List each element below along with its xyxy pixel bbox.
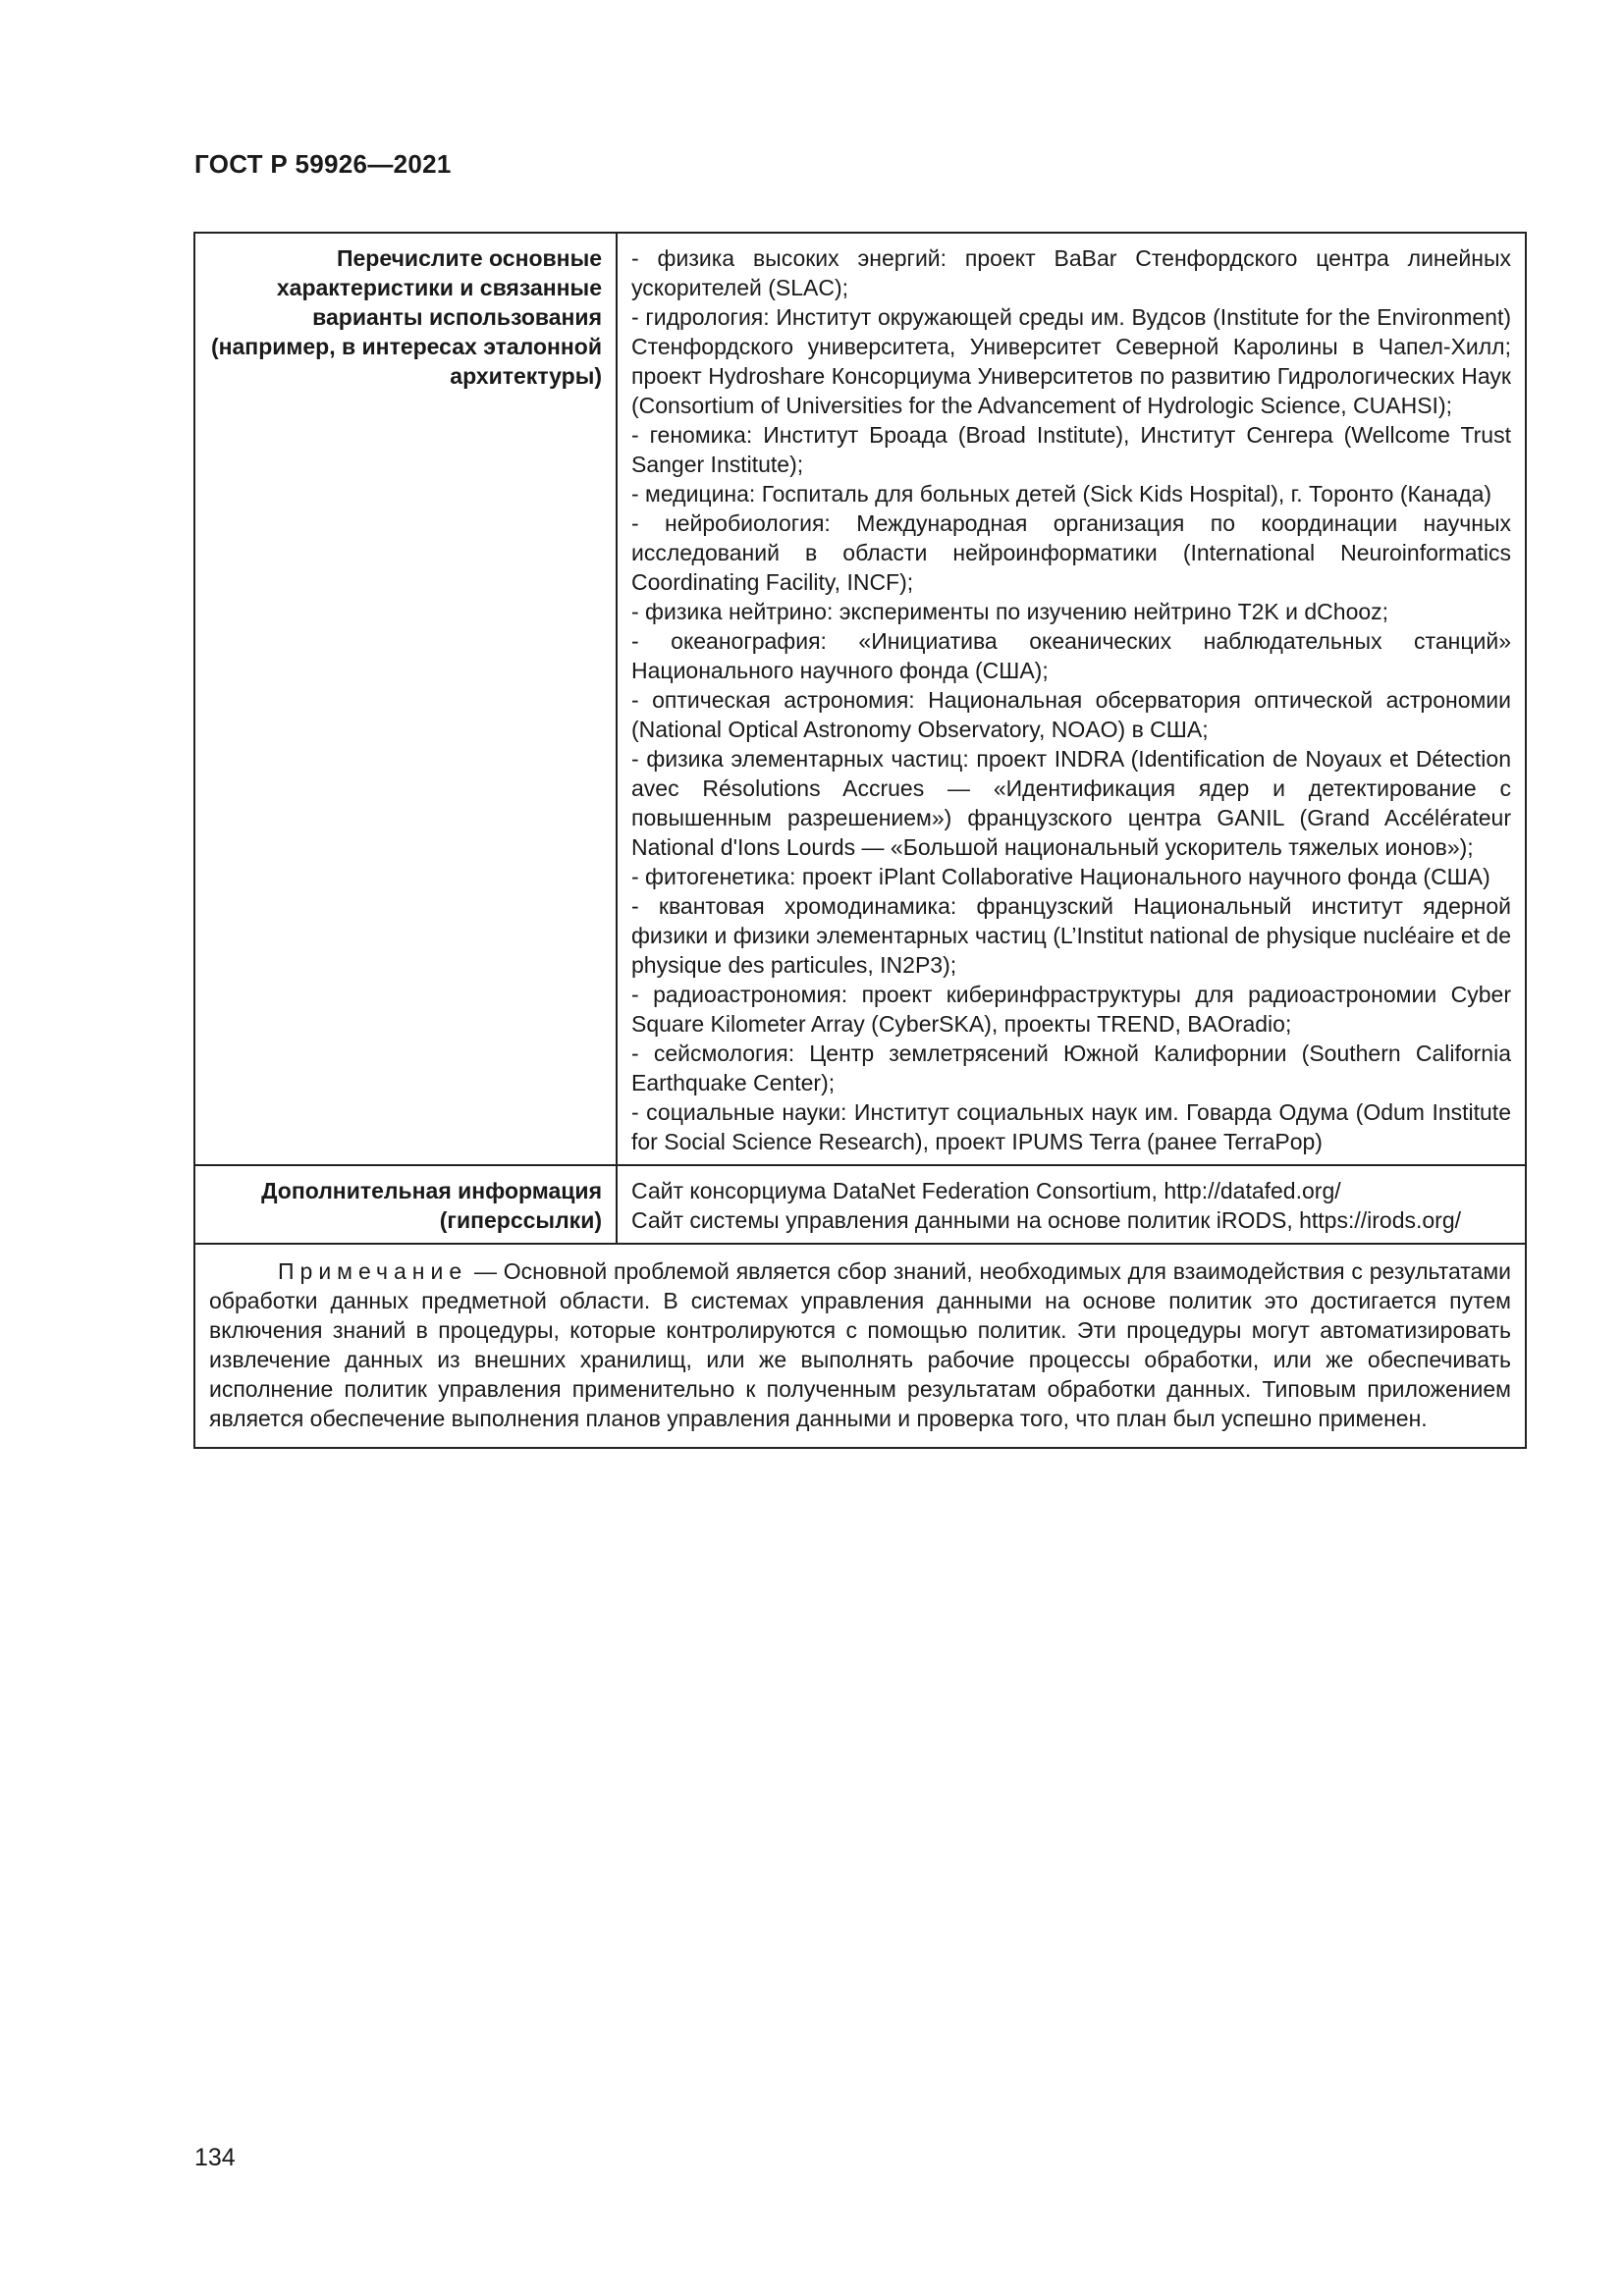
note-cell xyxy=(194,1244,1526,1448)
standard-header: ГОСТ Р 59926—2021 xyxy=(194,149,452,179)
list-item: - гидрология: Институт окружающей среды им. Вудсов (Institute for the Environment) Стенфордского университета, Университет Северной Каролины в Чапел-Хилл; проект Hydroshare Консорциума Университетов по развитию Гидрологических Наук (Consortium of Universities for the Advancement of Hydrologic Science, CUAHSI); xyxy=(631,304,1511,418)
row-label: Перечислите основные характеристики и связанные варианты использования (например, в интересах эталонной архитектуры) xyxy=(194,233,617,1165)
info-table xyxy=(193,232,1527,1449)
list-item: - физика высоких энергий: проект BaBar Стенфордского центра линейных ускорителей (SLAC); xyxy=(631,245,1511,300)
hyperlink-line: Сайт консорциума DataNet Federation Consortium, http://datafed.org/ xyxy=(631,1178,1341,1203)
row-value xyxy=(617,1165,1526,1244)
table-row xyxy=(194,233,1526,1165)
list-item: - геномика: Институт Броада (Broad Institute), Институт Сенгера (Wellcome Trust Sanger Institute); xyxy=(631,422,1511,477)
row-label: Дополнительная информация (гиперссылки) xyxy=(194,1165,617,1244)
list-item: - радиоастрономия: проект киберинфраструктуры для радиоастрономии Cyber Square Kilometer Array (CyberSKA), проекты TREND, BAOradio; xyxy=(631,982,1511,1037)
list-item: - оптическая астрономия: Национальная обсерватория оптической астрономии (National Optical Astronomy Observatory, NOAO) в США; xyxy=(631,687,1511,742)
hyperlink-line: Сайт системы управления данными на основе политик iRODS, https://irods.org/ xyxy=(631,1207,1462,1233)
list-item: - физика нейтрино: эксперименты по изучению нейтрино T2K и dChooz; xyxy=(631,599,1389,624)
note-text: — Основной проблемой является сбор знаний, необходимых для взаимодействия с результатами обработки данных предметной области. В системах управления данными на основе политик это достигается путем включения знаний в процедуры, которые контролируются с помощью политик. Эти процедуры могут автоматизировать извлечение данных из внешних хранилищ, или же выполнять рабочие процессы обработки, или же обеспечивать исполнение политик управления применительно к полученным результатам обработки данных. Типовым приложением является обеспечение выполнения планов управления данными и проверка того, что план был успешно применен. xyxy=(209,1258,1512,1431)
note-row xyxy=(194,1244,1526,1448)
list-item: - фитогенетика: проект iPlant Collaborative Национального научного фонда (США) xyxy=(631,864,1490,889)
list-item: - сейсмология: Центр землетрясений Южной Калифорнии (Southern California Earthquake Center); xyxy=(631,1041,1511,1095)
page-number: 134 xyxy=(194,2144,236,2171)
list-item: - физика элементарных частиц: проект INDRA (Identification de Noyaux et Détection avec Résolutions Accrues — «Идентификация ядер и детектирование с повышенным разрешением») французского центра GANIL (Grand Accélérateur National d'Ions Lourds — «Большой национальный ускоритель тяжелых ионов»); xyxy=(631,746,1511,860)
list-item: - социальные науки: Институт социальных наук им. Говарда Одума (Odum Institute for Social Science Research), проект IPUMS Terra (ранее TerraPop) xyxy=(631,1099,1511,1154)
row-value xyxy=(617,233,1526,1165)
table-row xyxy=(194,1165,1526,1244)
list-item: - нейробиология: Международная организация по координации научных исследований в области нейроинформатики (International Neuroinformatics Coordinating Facility, INCF); xyxy=(631,510,1511,595)
list-item: - океанография: «Инициатива океанических наблюдательных станций» Национального научного фонда (США); xyxy=(631,628,1511,683)
list-item: - квантовая хромодинамика: французский Национальный институт ядерной физики и физики элементарных частиц (L’Institut national de physique nucléaire et de physique des particules, IN2P3); xyxy=(631,893,1511,978)
note-label: Примечание xyxy=(278,1258,468,1284)
list-item: - медицина: Госпиталь для больных детей (Sick Kids Hospital), г. Торонто (Канада) xyxy=(631,481,1492,507)
